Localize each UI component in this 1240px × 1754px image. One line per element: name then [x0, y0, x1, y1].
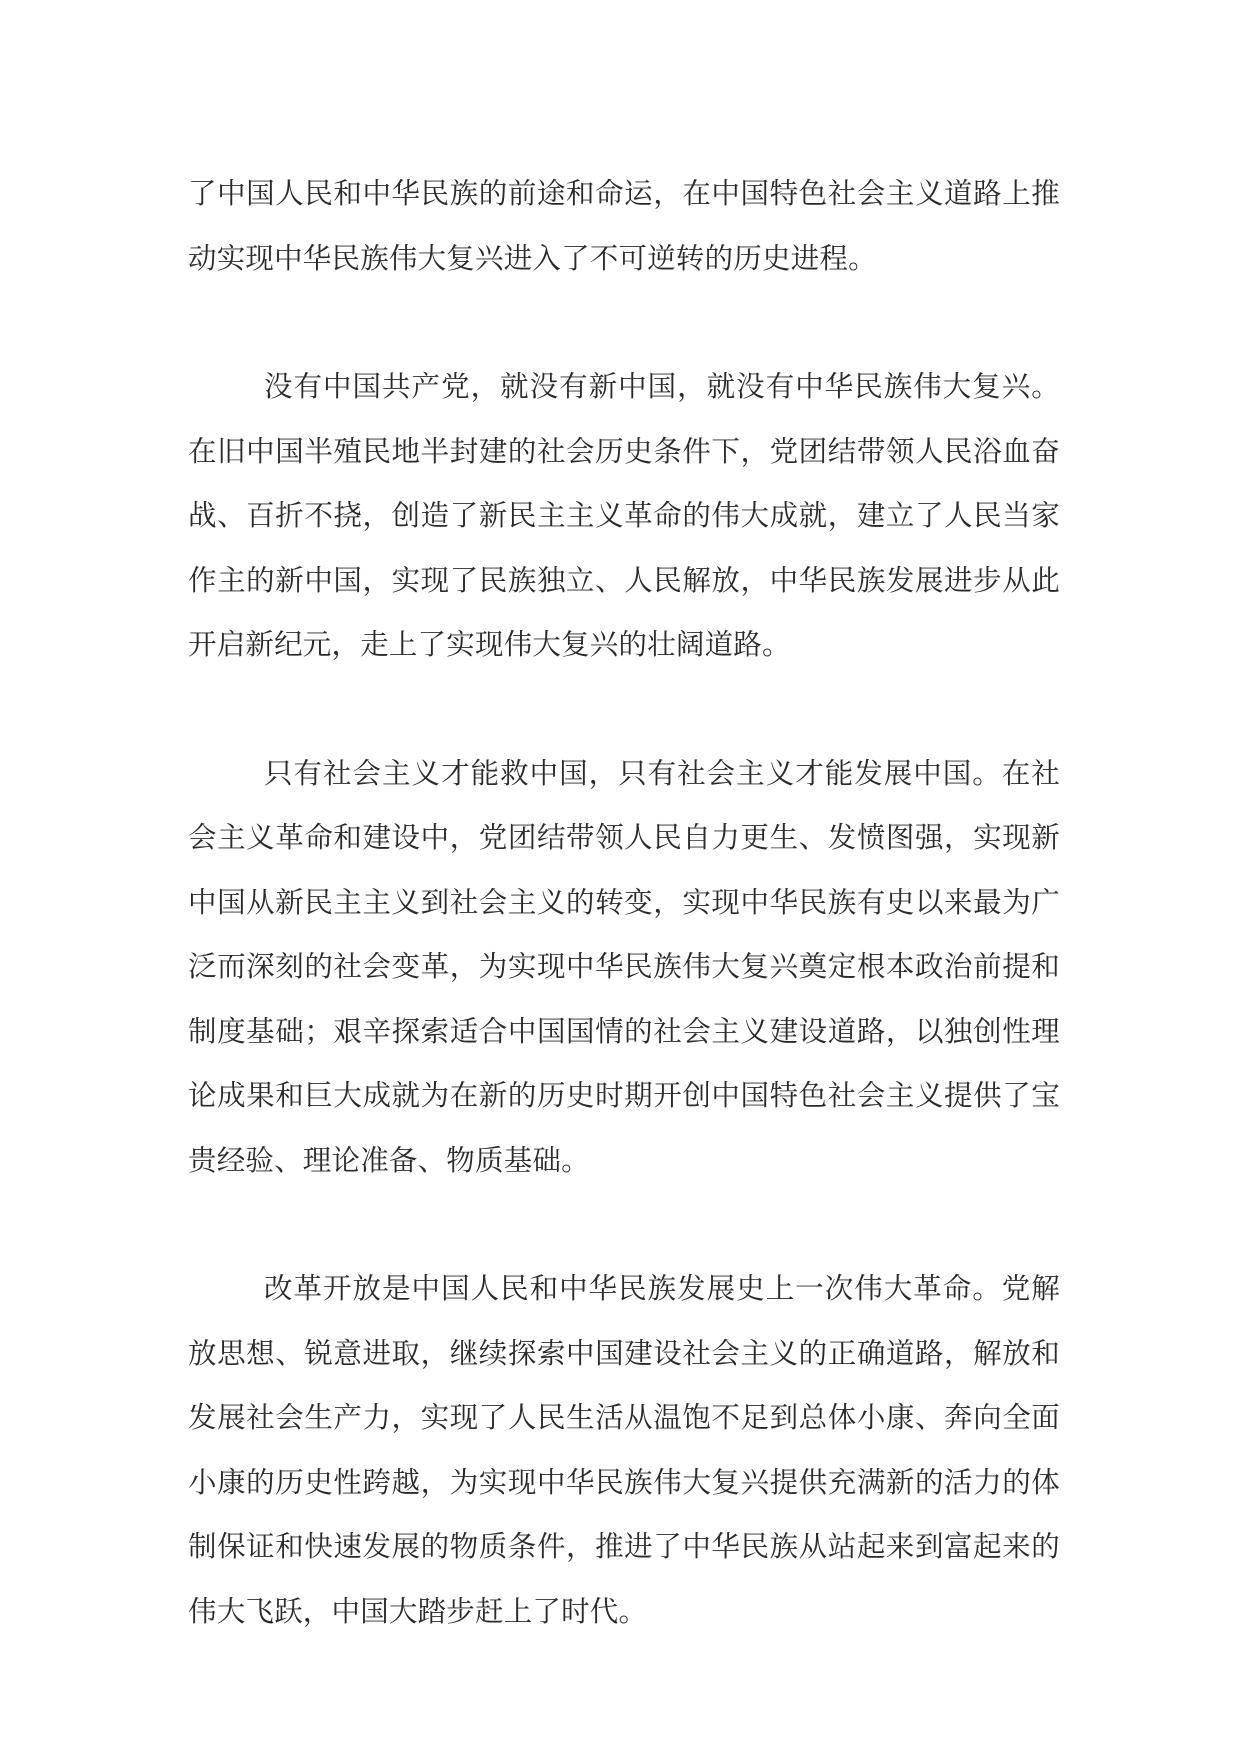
paragraph-continuation: 了中国人民和中华民族的前途和命运，在中国特色社会主义道路上推动实现中华民族伟大复兴进入了不可逆转的历史进程。	[188, 177, 1060, 275]
paragraph-reform-and-opening: 改革开放是中国人民和中华民族发展史上一次伟大革命。党解放思想、锐意进取，继续探索中国建设社会主义的正确道路，解放和发展社会生产力，实现了人民生活从温饱不足到总体小康、奔向全面小康的历史性跨越，为实现中华民族伟大复兴提供充满新的活力的体制保证和快速发展的物质条件，推进了中华民族从站起来到富起来的伟大飞跃，中国大踏步赶上了时代。	[188, 1272, 1060, 1628]
paragraph-only-socialism: 只有社会主义才能救中国，只有社会主义才能发展中国。在社会主义革命和建设中，党团结带领人民自力更生、发愤图强，实现新中国从新民主主义到社会主义的转变，实现中华民族有史以来最为广泛而深刻的社会变革，为实现中华民族伟大复兴奠定根本政治前提和制度基础；艰辛探索适合中国国情的社会主义建设道路，以独创性理论成果和巨大成就为在新的历史时期开创中国特色社会主义提供了宝贵经验、理论准备、物质基础。	[188, 756, 1060, 1177]
paragraph-no-party-no-new-china: 没有中国共产党，就没有新中国，就没有中华民族伟大复兴。在旧中国半殖民地半封建的社会历史条件下，党团结带领人民浴血奋战、百折不挠，创造了新民主主义革命的伟大成就，建立了人民当家作主的新中国，实现了民族独立、人民解放，中华民族发展进步从此开启新纪元，走上了实现伟大复兴的壮阔道路。	[188, 370, 1060, 661]
document-body	[188, 162, 1060, 1644]
